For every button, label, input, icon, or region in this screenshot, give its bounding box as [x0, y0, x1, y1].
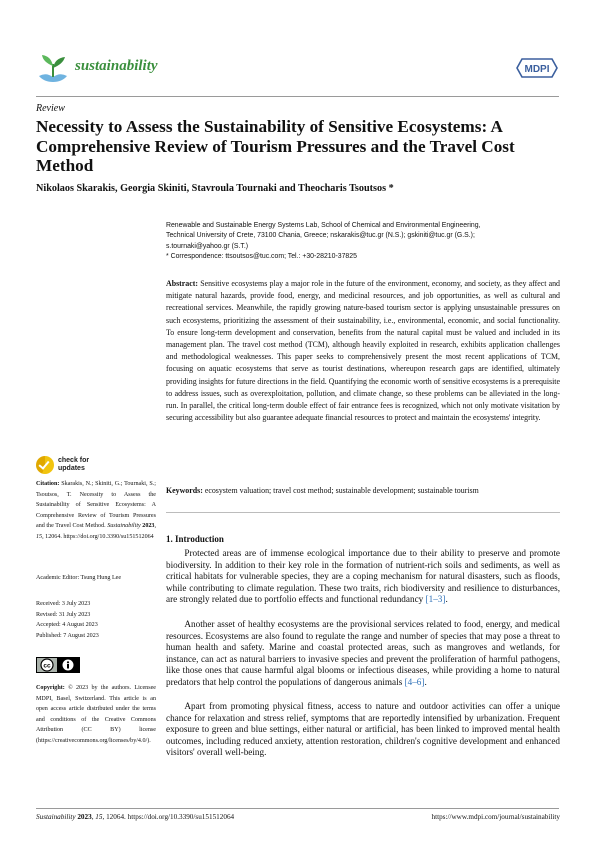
check-updates-line: check for	[58, 457, 90, 464]
introduction-paragraph: Protected areas are of immense ecological importance due to their ability to preserve and promote biodiversity. In addition to their key role in the formation of nutrient-rich soils and sediments, as well as critical habitats for vulnerable species, they are a coping mechanism for natural disasters, such as floods, while contributing to climate regulation. These two traits, rich biodiversity and resilience to disturbances, are strongly related due to portfolio effects and functional redundancy [1–3].	[166, 548, 560, 605]
citation-block: Citation: Skarakis, N.; Skiniti, G.; Tournaki, S.; Tsoutsos, T. Necessity to Assess the Sustainability of Sensitive Ecosystems: A Comprehensive Review of Tourism Pressures and the Travel Cost Method. Sustainability 2023, 15, 12064. https://doi.org/10.3390/su151512064	[36, 481, 156, 540]
cc-by-license-icon[interactable]	[36, 657, 80, 673]
footer-journal-url[interactable]: https://www.mdpi.com/journal/sustainability	[431, 813, 560, 821]
academic-editor: Academic Editor: Tsung Hung Lee	[36, 575, 122, 581]
footer-citation: Sustainability 2023, 15, 12064. https://doi.org/10.3390/su151512064	[36, 813, 235, 821]
copyright-text: © 2023 by the authors. Licensee MDPI, Basel, Switzerland. This article is an open access article distributed under the terms and conditions of the Creative Commons Attribution (CC BY) license (https://creativecommons.org/licenses/by/4.0/).	[36, 685, 156, 744]
introduction-paragraph	[166, 701, 560, 759]
keywords	[166, 485, 560, 497]
publication-dates	[36, 599, 156, 641]
affiliation-line: Technical University of Crete, 73100 Chania, Greece; nskarakis@tuc.gr (N.S.); gskiniti@tuc.gr (G.S.);	[166, 232, 475, 240]
check-for-updates-badge[interactable]	[36, 456, 136, 476]
accepted-date: Accepted: 4 August 2023	[36, 622, 98, 629]
correspondence-line: * Correspondence: ttsoutsos@tuc.com; Tel.: +30-28210-37825	[166, 252, 357, 260]
citation-journal: Sustainability	[107, 523, 141, 530]
abstract	[166, 278, 560, 424]
check-icon	[36, 456, 54, 474]
abstract-divider	[166, 512, 560, 513]
revised-date: Revised: 31 July 2023	[36, 611, 91, 618]
mdpi-logo-icon[interactable]	[516, 57, 558, 79]
footer-year: 2023	[77, 813, 92, 821]
citation-link[interactable]: [1–3]	[425, 594, 446, 605]
citation-text: Skarakis, N.; Skiniti, G.; Tournaki, S.; Tsoutsos, T. Necessity to Assess the Sustainability of Sensitive Ecosystems: A Comprehensive Review of Tourism Pressures and the Travel Cost Method.	[36, 481, 156, 530]
publisher-label: MDPI	[524, 64, 550, 75]
check-updates-line: updates	[58, 465, 85, 472]
copyright-label: Copyright:	[36, 685, 65, 691]
plant-hands-icon	[36, 52, 70, 86]
footer-divider	[36, 808, 559, 809]
header-divider	[36, 96, 559, 97]
citation-volume: 15	[36, 533, 43, 540]
article-title: Necessity to Assess the Sustainability of Sensitive Ecosystems: A Comprehensive Review of Tourism Pressures and the Travel Cost Method	[36, 117, 515, 175]
received-date: Received: 3 July 2023	[36, 601, 91, 607]
cc-mark: cc	[43, 662, 51, 670]
author-list: Nikolaos Skarakis, Georgia Skiniti, Stavroula Tournaki and Theocharis Tsoutsos *	[36, 183, 394, 194]
citation-year: 2023	[142, 523, 155, 530]
copyright-block	[36, 683, 156, 747]
abstract-label: Abstract:	[166, 279, 198, 288]
abstract-text: Sensitive ecosystems play a major role in the future of the environment, economy, and society, as they affect and mitigate natural hazards, provide food, energy, and medicinal resources, and job opportunities, as well as cultural and recreational services. Meanwhile, the rapidly growing nature-based tourism sector is applying unsustainable pressures on such ecosystems, prioritizing the assessment of their sustainability, i.e., environmental, economic, and social functionality. To ensure long-term development and conservation, benefits from the natural capital must be valued and included in its management plan. The travel cost method (TCM), although heavily exploited in research, exhibits application challenges and methodological weaknesses. This paper seeks to comprehensively present the most recent applications of TCM, focusing on aquatic ecosystems that serve as tourist destinations, whereupon research gaps are identified, ultimately providing insights for future directions in the field. Quantifying the economic worth of sensitive ecosystems is a prerequisite to address issues, such as overexploitation, pollution, and climate change, so these problems can be alleviated in the long-run. In parallel, the critical long-term double effect of fair entrance fees is recognized, which not only motivate visitation by securing accessibility but also guarantee adequate financial resources to protect and maintain the ecosystems' integrity.	[166, 279, 560, 423]
article-type: Review	[36, 103, 65, 114]
section-heading-introduction: 1. Introduction	[166, 534, 224, 544]
paragraph-text: Apart from promoting physical fitness, access to nature and outdoor activities can offer a unique chance for relaxation and stress relief, symptoms that are reportedly intensified by urbanization. Frequent exposure to green and blue settings, either natural or artificial, has been linked to improved mental health outcomes, including reduced anxiety, attention restoration, children's cognitive development and enhanced visitors' overall well-being.	[166, 701, 560, 758]
paragraph-text: Another asset of healthy ecosystems are the provisional services related to food, energy, and medical resources. Ecosystems are also found to regulate the range and number of species that may pose a threat to human health and safety. Marine and coastal protected areas, such as mangroves and wetlands, for instance, can act as natural barriers to invasive species and prevent the proliferation of harmful pathogens, like those ones that cause harmful algal blooms or infectious diseases, while providing a home to natural predators that help control the populations of dangerous animals	[166, 619, 560, 687]
keywords-label: Keywords:	[166, 486, 203, 495]
paragraph-text: Protected areas are of immense ecological importance due to their ability to preserve and promote biodiversity. In addition to their key role in the formation of nutrient-rich soils and sediments, as well as critical habitats for vulnerable species, they are a coping mechanism for natural disasters, such as floods, while contributing to climate regulation. These two traits, rich biodiversity and resilience to disturbances, are strongly related due to portfolio effects and functional redundancy	[166, 548, 560, 605]
footer-volume: 15	[95, 813, 103, 821]
footer-journal: Sustainability	[36, 813, 76, 821]
affiliation-block	[166, 221, 566, 262]
affiliation-line: s.tournaki@yahoo.gr (S.T.)	[166, 242, 249, 250]
citation-doi[interactable]: , 12064. https://doi.org/10.3390/su151512064	[42, 533, 154, 540]
citation-link[interactable]: [4–6]	[404, 676, 425, 687]
keywords-text: ecosystem valuation; travel cost method; sustainable development; sustainable tourism	[204, 486, 479, 495]
journal-name[interactable]: sustainability	[75, 58, 158, 74]
affiliation-line: Renewable and Sustainable Energy Systems Lab, School of Chemical and Environmental Engineering,	[166, 222, 481, 229]
published-date: Published: 7 August 2023	[36, 632, 99, 639]
footer-doi-link[interactable]: , 12064. https://doi.org/10.3390/su151512064	[102, 813, 235, 821]
introduction-paragraph: Another asset of healthy ecosystems are the provisional services related to food, energy, and medical resources. Ecosystems are also found to regulate the range and number of species that may pose a threat to human health and safety. Marine and coastal protected areas, such as mangroves and wetlands, for instance, can act as natural barriers to invasive species and prevent the proliferation of harmful pathogens, like those ones that cause harmful algal blooms or infectious diseases, while providing a home to natural predators that help control the populations of dangerous animals [4–6].	[166, 619, 560, 687]
citation-label: Citation:	[36, 481, 60, 487]
